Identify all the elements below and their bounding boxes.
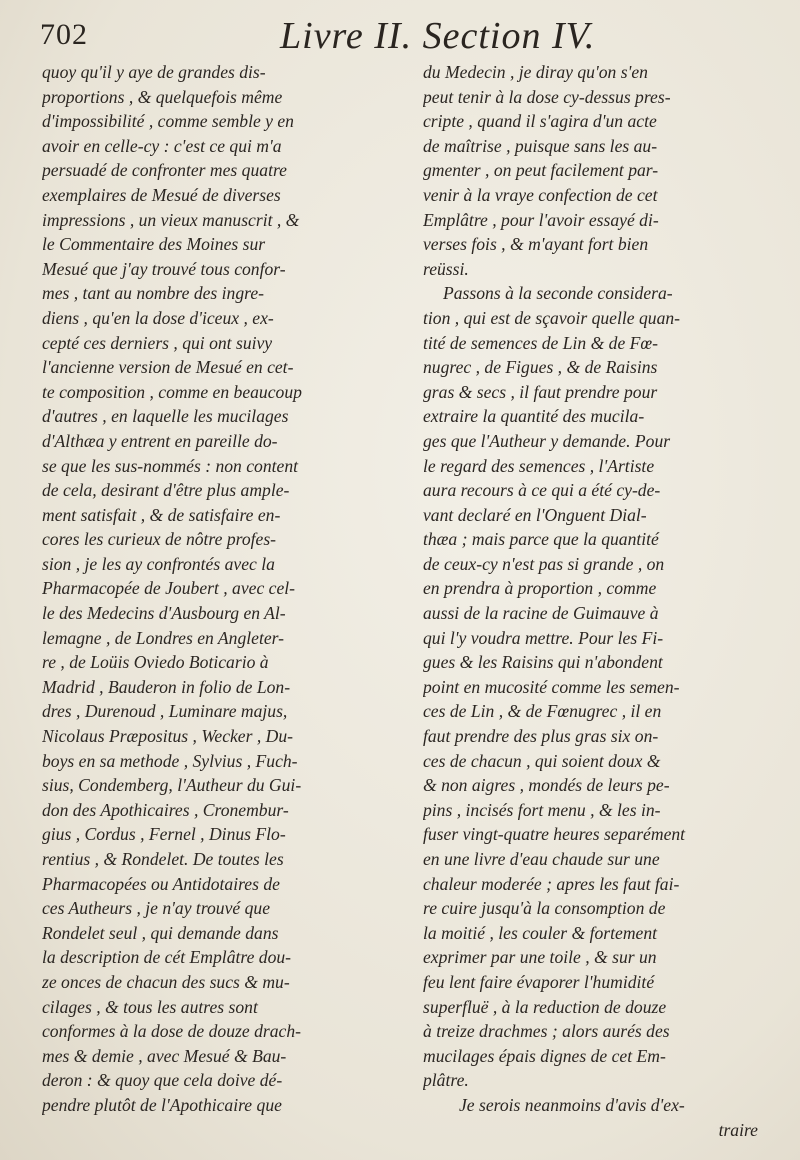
text-line: Pharmacopée de Joubert , avec cel- bbox=[42, 578, 296, 599]
page-number: 702 bbox=[40, 18, 88, 51]
text-line: d'impossibilité , comme semble y en bbox=[42, 111, 294, 132]
text-line: d'Althæa y entrent en pareille do- bbox=[42, 430, 278, 451]
text-line: faut prendre des plus gras six on- bbox=[423, 726, 659, 747]
text-line: ment satisfait , & de satisfaire en- bbox=[42, 504, 281, 525]
text-line: cripte , quand il s'agira d'un acte bbox=[423, 111, 657, 132]
text-line: Passons à la seconde considera- bbox=[443, 283, 673, 304]
text-line: ces de Lin , & de Fœnugrec , il en bbox=[423, 701, 662, 722]
text-line: superfluë , à la reduction de douze bbox=[423, 996, 667, 1017]
text-line: aussi de la racine de Guimauve à bbox=[423, 603, 659, 624]
text-line: cepté ces derniers , qui ont suivy bbox=[42, 332, 273, 353]
text-line: de maîtrise , puisque sans les au- bbox=[423, 135, 658, 156]
text-line: Pharmacopées ou Antidotaires de bbox=[42, 873, 280, 894]
text-line: sius, Condemberg, l'Autheur du Gui- bbox=[42, 775, 302, 796]
text-line: reüssi. bbox=[423, 258, 469, 279]
text-line: plâtre. bbox=[423, 1070, 469, 1091]
text-line: gmenter , on peut facilement par- bbox=[423, 160, 659, 181]
text-line: à treize drachmes ; alors aurés des bbox=[423, 1021, 670, 1042]
text-line: mucilages épais dignes de cet Em- bbox=[423, 1045, 666, 1066]
text-line: feu lent faire évaporer l'humidité bbox=[423, 971, 655, 992]
text-line: mes & demie , avec Mesué & Bau- bbox=[42, 1045, 287, 1066]
text-line: persuadé de confronter mes quatre bbox=[42, 160, 287, 181]
text-line: exprimer par une toile , & sur un bbox=[423, 947, 657, 968]
text-line: impressions , un vieux manuscrit , & bbox=[42, 209, 300, 230]
text-line: du Medecin , je diray qu'on s'en bbox=[423, 62, 648, 82]
text-line: se que les sus-nommés : non content bbox=[42, 455, 299, 476]
text-line: Je serois neanmoins d'avis d'ex- bbox=[459, 1094, 685, 1115]
text-line: tité de semences de Lin & de Fœ- bbox=[423, 332, 659, 353]
text-line: Mesué que j'ay trouvé tous confor- bbox=[42, 258, 286, 279]
text-line: Madrid , Bauderon in folio de Lon- bbox=[42, 676, 291, 697]
text-line: re , de Loüis Oviedo Boticario à bbox=[42, 652, 269, 673]
text-line: cilages , & tous les autres sont bbox=[42, 996, 258, 1017]
text-line: ze onces de chacun des sucs & mu- bbox=[42, 971, 290, 992]
text-line: ges que l'Autheur y demande. Pour bbox=[423, 430, 671, 451]
text-line: gras & secs , il faut prendre pour bbox=[423, 381, 658, 402]
text-line: le regard des semences , l'Artiste bbox=[423, 455, 655, 476]
text-line: la description de cét Emplâtre dou- bbox=[42, 947, 292, 968]
text-line: l'ancienne version de Mesué en cet- bbox=[42, 357, 294, 378]
text-line: de ceux-cy n'est pas si grande , on bbox=[423, 553, 665, 574]
text-line: nugrec , de Figues , & de Raisins bbox=[423, 357, 658, 378]
text-line: pins , incisés fort menu , & les in- bbox=[423, 799, 661, 820]
text-line: conformes à la dose de douze drach- bbox=[42, 1021, 301, 1042]
running-title: Livre II. Section IV. bbox=[280, 15, 596, 57]
text-line: qui l'y voudra mettre. Pour les Fi- bbox=[423, 627, 664, 648]
text-line: proportions , & quelquefois même bbox=[42, 86, 283, 107]
text-line: fuser vingt-quatre heures separément bbox=[423, 824, 686, 845]
text-line: diens , qu'en la dose d'iceux , ex- bbox=[42, 307, 274, 328]
text-line: point en mucosité comme les semen- bbox=[423, 676, 680, 697]
text-line: & non aigres , mondés de leurs pe- bbox=[423, 775, 670, 796]
text-line: Emplâtre , pour l'avoir essayé di- bbox=[423, 209, 659, 230]
page-header bbox=[40, 12, 760, 60]
text-line: extraire la quantité des mucila- bbox=[423, 406, 645, 427]
text-line: don des Apothicaires , Cronembur- bbox=[42, 799, 289, 820]
text-line: tion , qui est de sçavoir quelle quan- bbox=[423, 307, 681, 328]
text-line: traire bbox=[718, 1119, 758, 1140]
text-line: quoy qu'il y aye de grandes dis- bbox=[42, 62, 266, 82]
text-line: la moitié , les couler & fortement bbox=[423, 922, 658, 943]
text-line: de cela, desirant d'être plus ample- bbox=[42, 480, 290, 501]
text-line: le Commentaire des Moines sur bbox=[42, 234, 266, 255]
text-line: thæa ; mais parce que la quantité bbox=[423, 529, 659, 550]
text-line: peut tenir à la dose cy-dessus pres- bbox=[423, 86, 671, 107]
text-line: exemplaires de Mesué de diverses bbox=[42, 184, 281, 205]
text-line: cores les curieux de nôtre profes- bbox=[42, 529, 277, 550]
text-line: rentius , & Rondelet. De toutes les bbox=[42, 849, 284, 869]
text-line: Rondelet seul , qui demande dans bbox=[42, 922, 279, 943]
text-line: en une livre d'eau chaude sur une bbox=[423, 849, 660, 869]
text-line: d'autres , en laquelle les mucilages bbox=[42, 406, 289, 427]
text-line: le des Medecins d'Ausbourg en Al- bbox=[42, 603, 286, 624]
text-line: sion , je les ay confrontés avec la bbox=[42, 553, 275, 574]
text-line: boys en sa methode , Sylvius , Fuch- bbox=[42, 750, 298, 771]
text-line: mes , tant au nombre des ingre- bbox=[42, 283, 265, 304]
text-line: ces de chacun , qui soient doux & bbox=[423, 750, 661, 771]
text-line: pendre plutôt de l'Apothicaire que bbox=[42, 1094, 282, 1115]
text-line: vant declaré en l'Onguent Dial- bbox=[423, 504, 647, 525]
right-text-column bbox=[423, 60, 758, 1142]
text-line: gius , Cordus , Fernel , Dinus Flo- bbox=[42, 824, 286, 845]
text-line: lemagne , de Londres en Angleter- bbox=[42, 627, 284, 648]
text-line: en prendra à proportion , comme bbox=[423, 578, 657, 599]
text-line: gues & les Raisins qui n'abondent bbox=[423, 652, 663, 673]
text-line: venir à la vraye confection de cet bbox=[423, 184, 658, 205]
text-line: deron : & quoy que cela doive dé- bbox=[42, 1070, 283, 1091]
text-line: te composition , comme en beaucoup bbox=[42, 381, 302, 402]
text-line: Nicolaus Præpositus , Wecker , Du- bbox=[42, 726, 294, 747]
text-line: dres , Durenoud , Luminare majus, bbox=[42, 701, 288, 722]
text-line: verses fois , & m'ayant fort bien bbox=[423, 234, 649, 255]
text-line: avoir en celle-cy : c'est ce qui m'a bbox=[42, 135, 282, 156]
left-text-column bbox=[42, 60, 377, 1118]
text-line: aura recours à ce qui a été cy-de- bbox=[423, 480, 661, 501]
text-line: re cuire jusqu'à la consomption de bbox=[423, 898, 666, 919]
text-line: chaleur moderée ; apres les faut fai- bbox=[423, 873, 680, 894]
text-line: ces Autheurs , je n'ay trouvé que bbox=[42, 898, 271, 919]
